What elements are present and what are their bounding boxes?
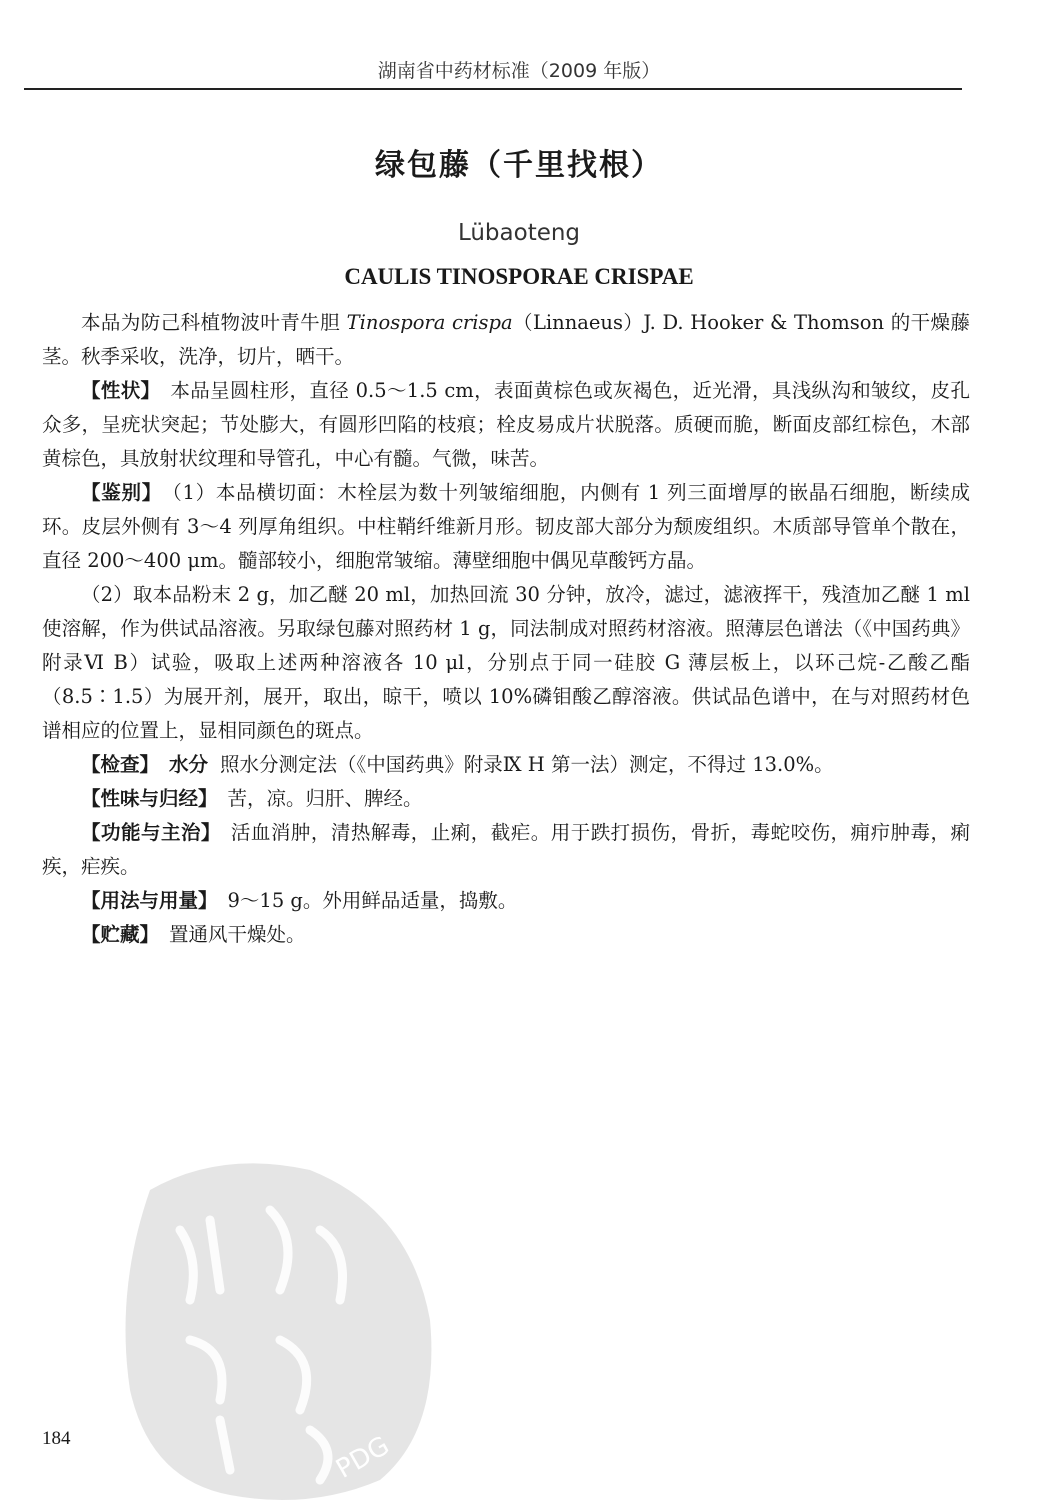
intro-text-rest: （Linnaeus）J. D. Hooker & Thomson 的干燥藤茎。秋季采收，洗净，切片，晒干。 [42, 311, 970, 368]
sub-label: 水分 [169, 753, 209, 776]
species-name: Tinospora crispa [346, 311, 513, 334]
section-jianbie [42, 476, 970, 578]
section-zhucang [42, 918, 970, 952]
section-xingwei [42, 782, 970, 816]
section-text: 苦，凉。归肝、脾经。 [227, 787, 423, 810]
section-label: 【贮藏】 [81, 923, 160, 946]
section-text: 置通风干燥处。 [169, 923, 306, 946]
latin-name: CAULIS TINOSPORAE CRISPAE [344, 264, 694, 289]
section-label: 【性状】 [81, 379, 161, 402]
section-label: 【性味与归经】 [81, 787, 218, 810]
running-header: 湖南省中药材标准（2009 年版） [377, 60, 661, 82]
watermark-text: PDG [331, 1430, 395, 1485]
header-rule [24, 88, 962, 90]
section-text: 照水分测定法（《中国药典》附录Ⅸ H 第一法）测定，不得过 13.0%。 [220, 753, 834, 776]
section-yongfa [42, 884, 970, 918]
section-label: 【鉴别】 [81, 481, 162, 504]
page-number: 184 [42, 1428, 71, 1449]
section-label: 【用法与用量】 [81, 889, 218, 912]
section-jianbie-2 [42, 578, 970, 748]
section-label: 【功能与主治】 [81, 821, 221, 844]
intro-paragraph [42, 306, 970, 374]
section-xingzhuang [42, 374, 970, 476]
pinyin-name: Lübaoteng [457, 220, 581, 246]
watermark-seal [110, 1150, 440, 1505]
section-jiancha [42, 748, 970, 782]
section-text: （1）本品横切面：木栓层为数十列皱缩细胞，内侧有 1 列三面增厚的嵌晶石细胞，断续成环。皮层外侧有 3～4 列厚角组织。中柱鞘纤维新月形。韧皮部大部分为颓废组织。木质部导管单个散在，直径 200～400 μm。髓部较小，细胞常皱缩。薄壁细胞中偶见草酸钙方晶。 [42, 481, 970, 572]
monograph-title: 绿包藤（千里找根） [375, 148, 663, 183]
section-label: 【检查】 [81, 753, 160, 776]
section-text: （2）取本品粉末 2 g，加乙醚 20 ml，加热回流 30 分钟，放冷，滤过，滤液挥干，残渣加乙醚 1 ml 使溶解，作为供试品溶液。另取绿包藤对照药材 1 g，同法制成对照药材溶液。照薄层色谱法（《中国药典》附录Ⅵ B）试验，吸取上述两种溶液各 10 μl，分别点于同一硅胶 G 薄层板上，以环己烷-乙酸乙酯（8.5∶1.5）为展开剂，展开，取出，晾干，喷以 10%磷钼酸乙醇溶液。供试品色谱中，在与对照药材色谱相应的位置上，显相同颜色的斑点。 [42, 583, 970, 742]
section-text: 活血消肿，清热解毒，止痢，截疟。用于跌打损伤，骨折，毒蛇咬伤，痈疖肿毒，痢疾，疟疾。 [42, 821, 970, 878]
monograph-body [42, 306, 970, 952]
section-text: 9～15 g。外用鲜品适量，捣敷。 [227, 889, 518, 912]
section-text: 本品呈圆柱形，直径 0.5～1.5 cm，表面黄棕色或灰褐色，近光滑，具浅纵沟和皱纹，皮孔众多，呈疣状突起；节处膨大，有圆形凹陷的枝痕；栓皮易成片状脱落。质硬而脆，断面皮部红棕色，木部黄棕色，具放射状纹理和导管孔，中心有髓。气微，味苦。 [42, 379, 970, 470]
section-gongneng [42, 816, 970, 884]
intro-text: 本品为防己科植物波叶青牛胆 [81, 311, 347, 334]
